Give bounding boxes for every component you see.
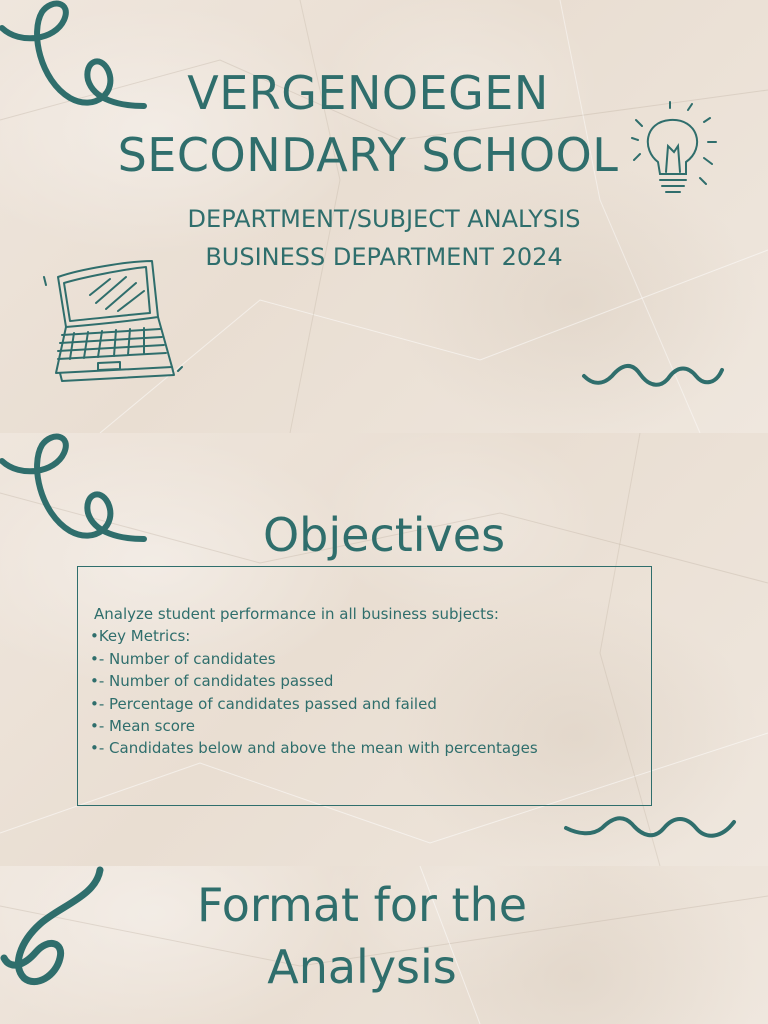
objectives-item: •Key Metrics: (90, 627, 191, 646)
objectives-item: •- Mean score (90, 717, 195, 736)
school-name-line2: SECONDARY SCHOOL (117, 128, 619, 182)
title-slide (0, 0, 768, 433)
format-slide (0, 866, 768, 1024)
school-name-line1: VERGENOEGEN (187, 66, 549, 120)
subtitle-line2: BUSINESS DEPARTMENT 2024 (205, 243, 563, 271)
objectives-title: Objectives (262, 508, 506, 562)
objectives-item: •- Number of candidates passed (90, 672, 334, 691)
laptop-icon (40, 255, 185, 390)
school-name (60, 62, 676, 186)
squiggle-icon (580, 358, 730, 398)
squiggle-icon (562, 808, 742, 853)
objectives-slide (0, 433, 768, 866)
format-title-line2: Analysis (267, 940, 457, 994)
format-title (100, 874, 624, 998)
objectives-intro: Analyze student performance in all business subjects: (94, 605, 499, 623)
objectives-box (77, 566, 652, 806)
objectives-item: •- Candidates below and above the mean with percentages (90, 739, 538, 758)
swirl-icon (0, 866, 110, 996)
subtitle-line1: DEPARTMENT/SUBJECT ANALYSIS (187, 205, 581, 233)
format-title-line1: Format for the (196, 878, 528, 932)
lightbulb-icon (630, 100, 725, 200)
objectives-item: •- Percentage of candidates passed and failed (90, 694, 437, 713)
objectives-item: •- Number of candidates (90, 649, 276, 668)
